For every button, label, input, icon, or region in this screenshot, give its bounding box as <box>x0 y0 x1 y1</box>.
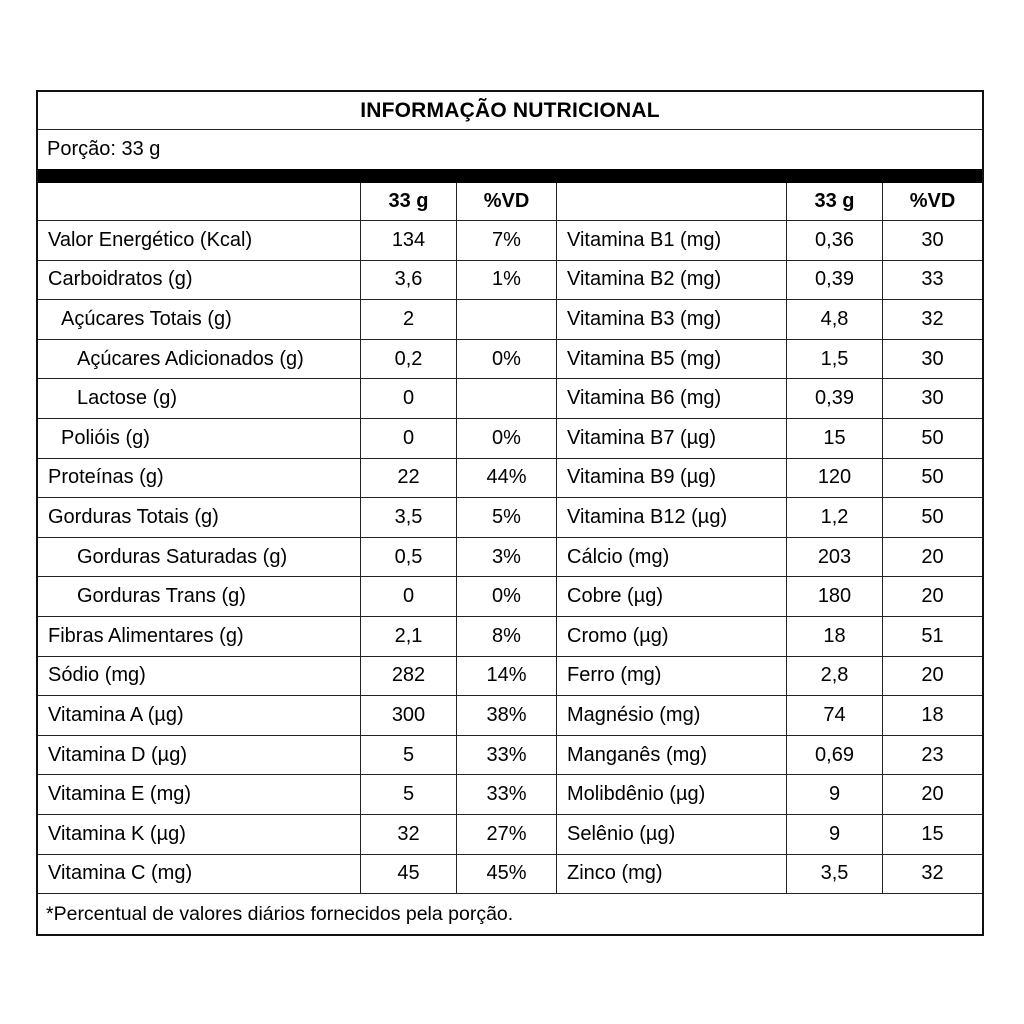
header-amount-right: 33 g <box>786 183 882 221</box>
nutrient-dv: 1% <box>456 261 556 301</box>
nutrient-dv: 23 <box>882 736 982 776</box>
nutrient-label: Vitamina D (µg) <box>38 736 360 776</box>
nutrient-dv <box>456 379 556 419</box>
nutrient-dv: 50 <box>882 459 982 499</box>
nutrient-dv: 0% <box>456 340 556 380</box>
nutrient-label: Ferro (mg) <box>556 657 786 697</box>
nutrient-amount: 0 <box>360 577 456 617</box>
header-dv-right: %VD <box>882 183 982 221</box>
nutrient-amount: 1,2 <box>786 498 882 538</box>
nutrient-dv: 30 <box>882 379 982 419</box>
nutrient-label: Sódio (mg) <box>38 657 360 697</box>
nutrient-dv: 33% <box>456 736 556 776</box>
nutrient-amount: 0,39 <box>786 379 882 419</box>
nutrient-label: Vitamina C (mg) <box>38 855 360 895</box>
nutrient-label: Vitamina B1 (mg) <box>556 221 786 261</box>
nutrient-amount: 2,8 <box>786 657 882 697</box>
nutrient-dv: 38% <box>456 696 556 736</box>
nutrient-amount: 1,5 <box>786 340 882 380</box>
nutrient-dv <box>456 300 556 340</box>
nutrient-label: Vitamina B5 (mg) <box>556 340 786 380</box>
nutrient-amount: 3,5 <box>786 855 882 895</box>
nutrient-label: Selênio (µg) <box>556 815 786 855</box>
nutrient-dv: 30 <box>882 221 982 261</box>
nutrient-label: Polióis (g) <box>38 419 360 459</box>
nutrient-amount: 15 <box>786 419 882 459</box>
nutrition-table <box>36 90 984 936</box>
nutrient-dv: 50 <box>882 419 982 459</box>
nutrient-amount: 0,5 <box>360 538 456 578</box>
nutrient-dv: 0% <box>456 577 556 617</box>
nutrient-dv: 14% <box>456 657 556 697</box>
nutrient-amount: 2,1 <box>360 617 456 657</box>
table-title: INFORMAÇÃO NUTRICIONAL <box>38 92 982 130</box>
portion-text: Porção: 33 g <box>47 138 161 160</box>
header-spacer-left <box>38 183 360 221</box>
nutrient-amount: 3,5 <box>360 498 456 538</box>
nutrient-label: Vitamina B9 (µg) <box>556 459 786 499</box>
nutrient-label: Vitamina B6 (mg) <box>556 379 786 419</box>
nutrient-amount: 300 <box>360 696 456 736</box>
nutrient-amount: 0,2 <box>360 340 456 380</box>
nutrient-amount: 9 <box>786 775 882 815</box>
nutrient-label: Gorduras Totais (g) <box>38 498 360 538</box>
nutrient-dv: 33% <box>456 775 556 815</box>
footnote-text: *Percentual de valores diários fornecidos pela porção. <box>46 902 514 925</box>
nutrient-amount: 0,36 <box>786 221 882 261</box>
nutrient-amount: 0 <box>360 419 456 459</box>
nutrient-amount: 0 <box>360 379 456 419</box>
nutrient-label: Manganês (mg) <box>556 736 786 776</box>
nutrient-dv: 5% <box>456 498 556 538</box>
nutrient-amount: 180 <box>786 577 882 617</box>
nutrient-label: Vitamina K (µg) <box>38 815 360 855</box>
nutrient-dv: 44% <box>456 459 556 499</box>
nutrient-label: Gorduras Trans (g) <box>38 577 360 617</box>
nutrient-amount: 0,69 <box>786 736 882 776</box>
nutrient-dv: 20 <box>882 538 982 578</box>
nutrient-dv: 7% <box>456 221 556 261</box>
nutrient-dv: 32 <box>882 300 982 340</box>
nutrient-dv: 20 <box>882 657 982 697</box>
header-amount-left: 33 g <box>360 183 456 221</box>
nutrient-label: Carboidratos (g) <box>38 261 360 301</box>
nutrient-amount: 134 <box>360 221 456 261</box>
nutrient-label: Gorduras Saturadas (g) <box>38 538 360 578</box>
nutrient-dv: 45% <box>456 855 556 895</box>
nutrient-dv: 20 <box>882 775 982 815</box>
nutrient-amount: 4,8 <box>786 300 882 340</box>
nutrient-label: Cromo (µg) <box>556 617 786 657</box>
nutrient-label: Valor Energético (Kcal) <box>38 221 360 261</box>
nutrient-label: Vitamina B7 (µg) <box>556 419 786 459</box>
nutrient-label: Vitamina A (µg) <box>38 696 360 736</box>
nutrient-label: Magnésio (mg) <box>556 696 786 736</box>
divider-bar <box>38 169 982 183</box>
nutrient-dv: 32 <box>882 855 982 895</box>
nutrient-label: Cobre (µg) <box>556 577 786 617</box>
nutrient-amount: 45 <box>360 855 456 895</box>
nutrient-label: Vitamina B3 (mg) <box>556 300 786 340</box>
nutrient-dv: 18 <box>882 696 982 736</box>
nutrient-dv: 3% <box>456 538 556 578</box>
nutrient-label: Lactose (g) <box>38 379 360 419</box>
nutrient-amount: 5 <box>360 775 456 815</box>
nutrient-label: Vitamina B12 (µg) <box>556 498 786 538</box>
header-spacer-right <box>556 183 786 221</box>
nutrient-amount: 203 <box>786 538 882 578</box>
nutrient-amount: 9 <box>786 815 882 855</box>
nutrition-grid <box>38 183 982 894</box>
nutrient-amount: 0,39 <box>786 261 882 301</box>
nutrient-label: Açúcares Adicionados (g) <box>38 340 360 380</box>
nutrient-dv: 27% <box>456 815 556 855</box>
nutrient-label: Molibdênio (µg) <box>556 775 786 815</box>
nutrient-amount: 18 <box>786 617 882 657</box>
nutrient-dv: 15 <box>882 815 982 855</box>
nutrient-label: Fibras Alimentares (g) <box>38 617 360 657</box>
nutrient-dv: 50 <box>882 498 982 538</box>
nutrient-amount: 3,6 <box>360 261 456 301</box>
nutrient-dv: 30 <box>882 340 982 380</box>
header-dv-left: %VD <box>456 183 556 221</box>
nutrient-dv: 33 <box>882 261 982 301</box>
nutrient-label: Vitamina B2 (mg) <box>556 261 786 301</box>
nutrient-amount: 120 <box>786 459 882 499</box>
nutrient-amount: 2 <box>360 300 456 340</box>
nutrient-label: Vitamina E (mg) <box>38 775 360 815</box>
nutrient-label: Açúcares Totais (g) <box>38 300 360 340</box>
nutrient-dv: 20 <box>882 577 982 617</box>
nutrient-amount: 74 <box>786 696 882 736</box>
nutrient-label: Zinco (mg) <box>556 855 786 895</box>
nutrient-dv: 8% <box>456 617 556 657</box>
nutrient-amount: 282 <box>360 657 456 697</box>
nutrient-amount: 5 <box>360 736 456 776</box>
nutrient-dv: 51 <box>882 617 982 657</box>
nutrient-amount: 22 <box>360 459 456 499</box>
nutrient-label: Cálcio (mg) <box>556 538 786 578</box>
nutrient-label: Proteínas (g) <box>38 459 360 499</box>
nutrient-dv: 0% <box>456 419 556 459</box>
nutrient-amount: 32 <box>360 815 456 855</box>
